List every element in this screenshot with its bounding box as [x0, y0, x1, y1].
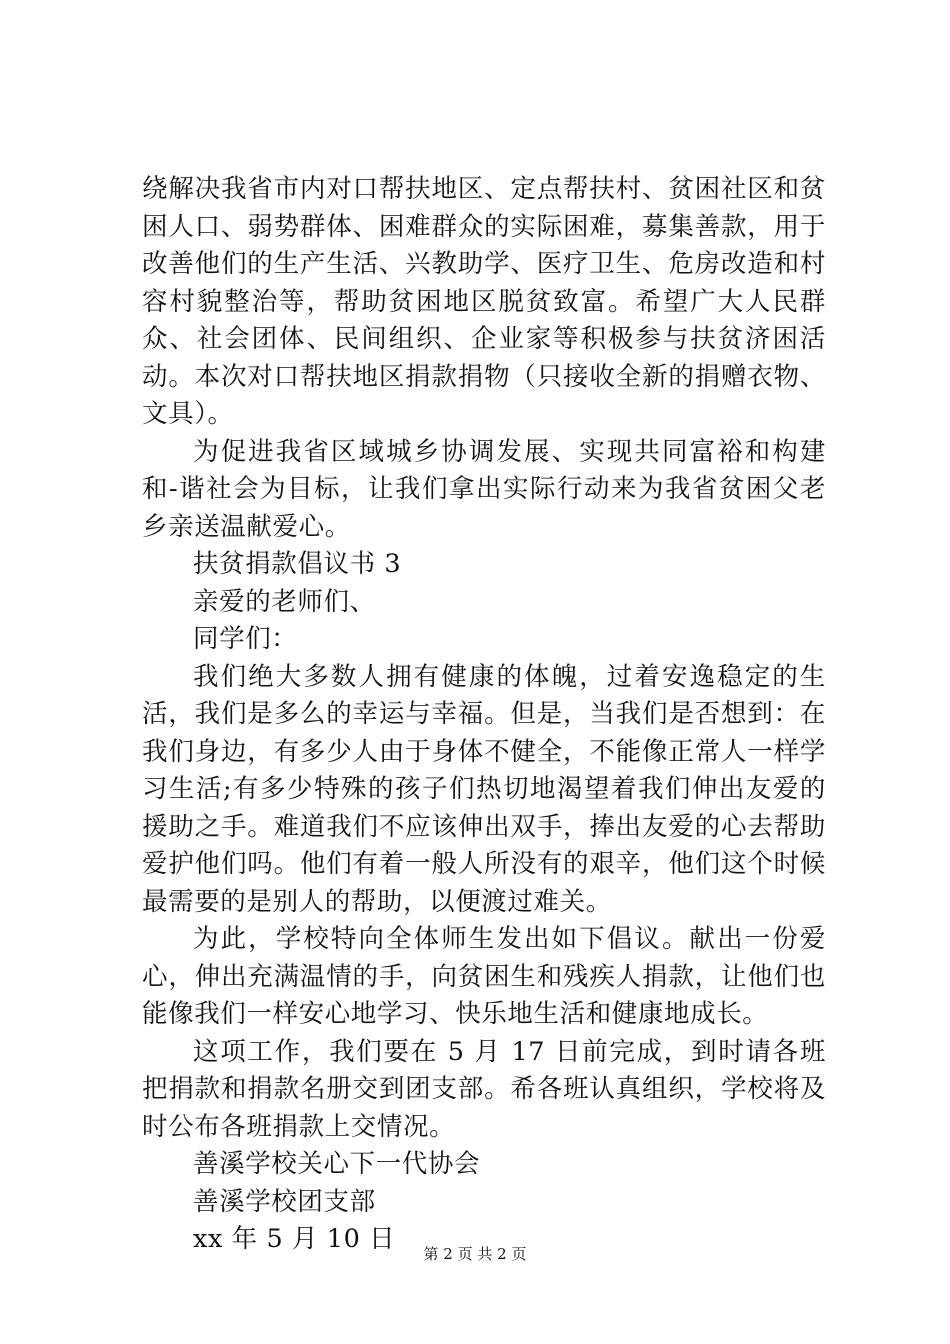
salutation-students: 同学们：: [193, 624, 298, 654]
paragraph-appeal: 我们绝大多数人拥有健康的体魄，过着安逸稳定的生活，我们是多么的幸运与幸福。但是，当我们是否想到：在我们身边，有多少人由于身体不健全，不能像正常人一样学习生活;有多少特殊的孩子们热切地渴望着我们伸出友爱的援助之手。难道我们不应该伸出双手，捧出友爱的心去帮助爱护他们吗。他们有着一般人所没有的艰辛，他们这个时候最需要的是别人的帮助，以便渡过难关。: [142, 661, 826, 917]
signature-date: xx 年 5 月 10 日: [193, 1224, 396, 1254]
signature-league-branch: 善溪学校团支部: [193, 1186, 376, 1217]
salutation-teachers: 亲爱的老师们、: [193, 586, 376, 617]
paragraph-deadline: 这项工作，我们要在 5 月 17 日前完成，到时请各班把捐款和捐款名册交到团支部。希各班认真组织，学校将及时公布各班捐款上交情况。: [142, 1036, 826, 1142]
section-title: 扶贫捐款倡议书 3: [193, 549, 402, 579]
page-number-footer: 第 2 页 共 2 页: [423, 1245, 527, 1263]
paragraph-proposal: 为此，学校特向全体师生发出如下倡议。献出一份爱心，伸出充满温情的手，向贫困生和残疾人捐款，让他们也能像我们一样安心地学习、快乐地生活和健康地成长。: [142, 924, 826, 1029]
document-body: [142, 171, 826, 1259]
paragraph-goal: 为促进我省区域城乡协调发展、实现共同富裕和构建和-谐社会为目标，让我们拿出实际行动来为我省贫困父老乡亲送温献爱心。: [142, 436, 826, 542]
signature-association: 善溪学校关心下一代协会: [193, 1149, 481, 1179]
paragraph-intro-continued: 绕解决我省市内对口帮扶地区、定点帮扶村、贫困社区和贫困人口、弱势群体、困难群众的实际困难，募集善款，用于改善他们的生产生活、兴教助学、医疗卫生、危房改造和村容村貌整治等，帮助贫困地区脱贫致富。希望广大人民群众、社会团体、民间组织、企业家等积极参与扶贫济困活动。本次对口帮扶地区捐款捐物（只接收全新的捐赠衣物、文具）。: [142, 174, 826, 429]
